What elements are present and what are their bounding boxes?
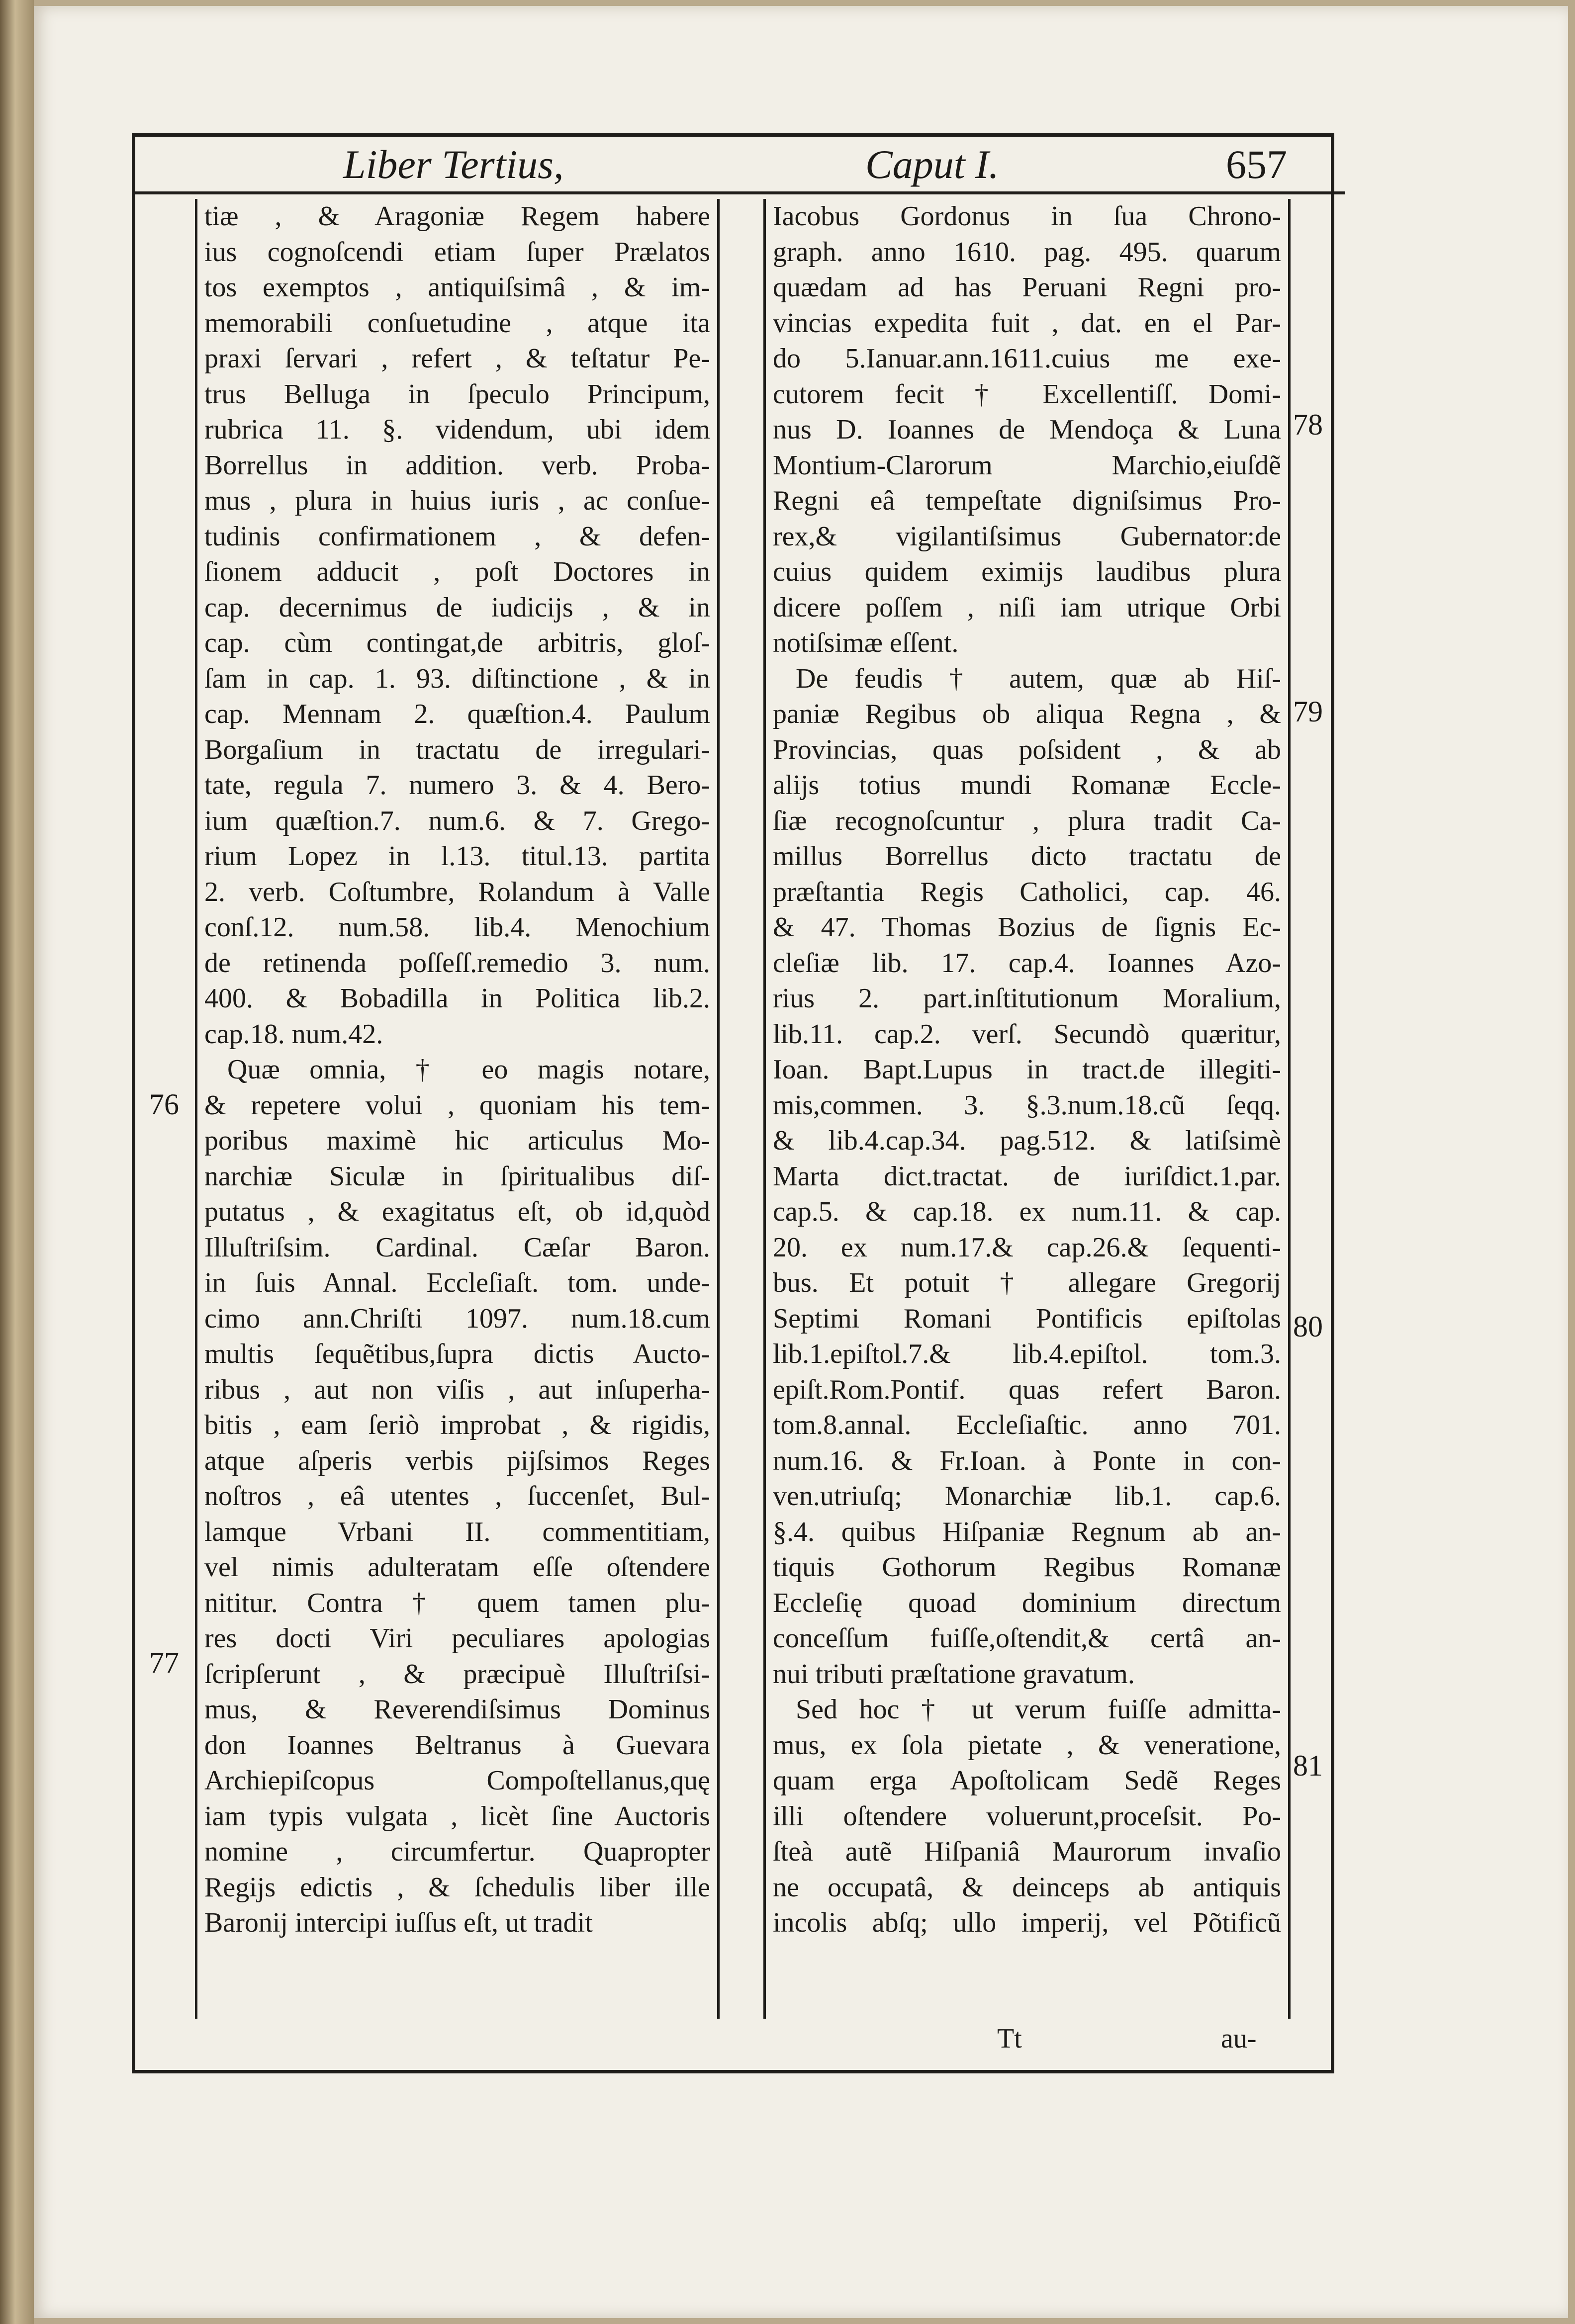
text-line: præſtantia Regis Catholici, cap. 46. [773, 876, 1281, 907]
text-line: Borgaſium in tractatu de irregulari- [204, 734, 710, 765]
text-line: Sed hoc † ut verum fuiſſe admitta- [796, 1694, 1281, 1725]
text-line: Eccleſię quoad dominium directum [773, 1587, 1281, 1618]
text-line: Borrellus in addition. verb. Proba- [204, 449, 710, 481]
text-line: narchiæ Siculæ in ſpiritualibus diſ- [204, 1161, 710, 1192]
text-line: bus. Et potuit † allegare Gregorij [773, 1267, 1281, 1298]
text-line: cimo ann.Chriſti 1097. num.18.cum [204, 1303, 710, 1334]
text-line: ſteà autẽ Hiſpaniâ Maurorum invaſio [773, 1836, 1281, 1867]
text-line: cuius quidem eximijs laudibus plura [773, 556, 1281, 587]
text-line: do 5.Ianuar.ann.1611.cuius me exe- [773, 343, 1281, 374]
text-line: tate, regula 7. numero 3. & 4. Bero- [204, 770, 710, 801]
catchword: au- [1221, 2023, 1257, 2054]
text-line: vincias expedita fuit , dat. en el Par- [773, 307, 1281, 339]
marginal-number-77: 77 [149, 1646, 179, 1679]
marginal-number-78: 78 [1293, 408, 1323, 441]
text-line: dicere poſſem , niſi iam utrique Orbi [773, 592, 1281, 623]
text-line: ſcripſerunt , & præcipuè Illuſtriſsi- [204, 1658, 710, 1690]
text-line: mus, & Reverendiſsimus Dominus [204, 1694, 710, 1725]
text-line: Regni eâ tempeſtate digniſsimus Pro- [773, 485, 1281, 516]
text-line: ribus , aut non viſis , aut inſuperha- [204, 1374, 710, 1405]
text-line: tos exemptos , antiquiſsimâ , & im- [204, 272, 710, 303]
page-number: 657 [1226, 142, 1287, 187]
left-column [195, 199, 720, 2019]
signature-mark: Tt [997, 2023, 1022, 2054]
text-line: ſam in cap. 1. 93. diſtinctione , & in [204, 663, 710, 694]
text-line: Iacobus Gordonus in ſua Chrono- [773, 201, 1281, 232]
marginal-number-79: 79 [1293, 695, 1323, 728]
text-line: De feudis † autem, quæ ab Hiſ- [796, 663, 1281, 694]
text-line: Illuſtriſsim. Cardinal. Cæſar Baron. [204, 1232, 710, 1263]
text-line: conceſſum fuiſſe,oſtendit,& certâ an- [773, 1623, 1281, 1654]
text-line: nus D. Ioannes de Mendoça & Luna [773, 414, 1281, 445]
text-line: rius 2. part.inſtitutionum Moralium, [773, 983, 1281, 1014]
text-line: nui tributi præſtatione gravatum. [773, 1658, 1135, 1690]
text-line: rium Lopez in l.13. titul.13. partita [204, 841, 710, 872]
text-line: & lib.4.cap.34. pag.512. & latiſsimè [773, 1125, 1281, 1156]
text-line: praxi ſervari , refert , & teſtatur Pe- [204, 343, 710, 374]
text-line: ium quæſtion.7. num.6. & 7. Grego- [204, 805, 710, 836]
text-line: mus , plura in huius iuris , ac conſue- [204, 485, 710, 516]
right-column [763, 199, 1291, 2019]
text-line: ſionem adducit , poſt Doctores in [204, 556, 710, 587]
text-line: incolis abſq; ullo imperij, vel Põtificũ [773, 1907, 1281, 1938]
text-line: vel nimis adulteratam eſſe oſtendere [204, 1552, 710, 1583]
text-line: cap.18. num.42. [204, 1018, 383, 1050]
running-head-center: Caput I. [865, 142, 999, 187]
text-line: cap. cùm contingat,de arbitris, gloſ- [204, 627, 710, 658]
text-line: poribus maximè hic articulus Mo- [204, 1125, 710, 1156]
text-line: lamque Vrbani II. commentitiam, [204, 1516, 710, 1547]
text-line: trus Belluga in ſpeculo Principum, [204, 378, 710, 410]
text-line: conſ.12. num.58. lib.4. Menochium [204, 912, 710, 943]
text-line: Marta dict.tractat. de iuriſdict.1.par. [773, 1161, 1281, 1192]
text-line: cap. Mennam 2. quæſtion.4. Paulum [204, 699, 710, 729]
text-line: quam erga Apoſtolicam Sedẽ Reges [773, 1765, 1281, 1796]
text-line: paniæ Regibus ob aliqua Regna , & [773, 699, 1281, 729]
marginal-number-81: 81 [1293, 1749, 1323, 1782]
text-line: ſiæ recognoſcuntur , plura tradit Ca- [773, 805, 1281, 836]
text-line: & 47. Thomas Bozius de ſignis Ec- [773, 912, 1281, 943]
text-line: bitis , eam ſeriò improbat , & rigidis, [204, 1410, 710, 1440]
text-line: tudinis confirmationem , & defen- [204, 521, 710, 552]
text-line: putatus , & exagitatus eſt, ob id,quòd [204, 1196, 710, 1227]
text-line: mis,commen. 3. §.3.num.18.cũ ſeqq. [773, 1089, 1281, 1121]
running-head-left: Liber Tertius, [343, 142, 564, 187]
text-line: Septimi Romani Pontificis epiſtolas [773, 1303, 1281, 1334]
marginal-number-80: 80 [1293, 1310, 1323, 1343]
text-line: tiquis Gothorum Regibus Romanæ [773, 1552, 1281, 1583]
text-line: num.16. & Fr.Ioan. à Ponte in con- [773, 1445, 1281, 1476]
text-line: cleſiæ lib. 17. cap.4. Ioannes Azo- [773, 947, 1281, 979]
text-line: Provincias, quas poſsident , & ab [773, 734, 1281, 765]
text-line: Archiepiſcopus Compoſtellanus,quę [204, 1765, 710, 1796]
text-line: ven.utriuſq; Monarchiæ lib.1. cap.6. [773, 1481, 1281, 1512]
text-line: rubrica 11. §. videndum, ubi idem [204, 414, 710, 445]
text-line: lib.11. cap.2. verſ. Secundò quæritur, [773, 1018, 1281, 1050]
text-line: Baronij intercipi iuſſus eſt, ut tradit [204, 1907, 593, 1938]
text-line: lib.1.epiſtol.7.& lib.4.epiſtol. tom.3. [773, 1339, 1281, 1369]
text-line: ne occupatâ, & deinceps ab antiquis [773, 1872, 1281, 1903]
text-line: iam typis vulgata , licèt ſine Auctoris [204, 1800, 710, 1832]
text-line: 20. ex num.17.& cap.26.& ſequenti- [773, 1232, 1281, 1263]
text-line: cap. decernimus de iudicijs , & in [204, 592, 710, 623]
text-line: ius cognoſcendi etiam ſuper Prælatos [204, 236, 710, 268]
text-line: notiſsimæ eſſent. [773, 627, 959, 658]
text-line: don Ioannes Beltranus à Guevara [204, 1729, 710, 1761]
text-line: res docti Viri peculiares apologias [204, 1623, 710, 1654]
text-line: illi oſtendere voluerunt,proceſsit. Po- [773, 1800, 1281, 1832]
text-line: nititur. Contra † quem tamen plu- [204, 1587, 710, 1618]
text-line: Regijs edictis , & ſchedulis liber ille [204, 1872, 710, 1903]
book-spine [0, 0, 34, 2324]
text-line: in ſuis Annal. Eccleſiaſt. tom. unde- [204, 1267, 710, 1298]
marginal-number-76: 76 [149, 1088, 179, 1121]
text-line: Montium-Clarorum Marchio,eiuſdẽ [773, 449, 1281, 481]
text-line: graph. anno 1610. pag. 495. quarum [773, 236, 1281, 268]
text-line: atque aſperis verbis pijſsimos Reges [204, 1445, 710, 1476]
text-line: mus, ex ſola pietate , & veneratione, [773, 1729, 1281, 1761]
text-line: §.4. quibus Hiſpaniæ Regnum ab an- [773, 1516, 1281, 1547]
text-line: 400. & Bobadilla in Politica lib.2. [204, 983, 710, 1014]
text-line: 2. verb. Coſtumbre, Rolandum à Valle [204, 876, 710, 907]
text-line: multis ſequẽtibus,ſupra dictis Aucto- [204, 1339, 710, 1369]
text-line: nomine , circumfertur. Quapropter [204, 1836, 710, 1867]
text-line: alijs totius mundi Romanæ Eccle- [773, 770, 1281, 801]
text-line: tom.8.annal. Eccleſiaſtic. anno 701. [773, 1410, 1281, 1440]
text-line: quædam ad has Peruani Regni pro- [773, 272, 1281, 303]
text-line: epiſt.Rom.Pontif. quas refert Baron. [773, 1374, 1281, 1405]
text-line: Ioan. Bapt.Lupus in tract.de illegiti- [773, 1054, 1281, 1085]
text-line: & repetere volui , quoniam his tem- [204, 1089, 710, 1121]
text-line: de retinenda poſſeſſ.remedio 3. num. [204, 947, 710, 979]
text-line: cap.5. & cap.18. ex num.11. & cap. [773, 1196, 1281, 1227]
text-line: cutorem fecit † Excellentiſſ. Domi- [773, 378, 1281, 410]
text-line: tiæ , & Aragoniæ Regem habere [204, 201, 710, 232]
text-line: millus Borrellus dicto tractatu de [773, 841, 1281, 872]
text-line: Quæ omnia, † eo magis notare, [227, 1054, 710, 1085]
text-line: memorabili conſuetudine , atque ita [204, 307, 710, 339]
text-line: rex,& vigilantiſsimus Gubernator:de [773, 521, 1281, 552]
text-line: noſtros , eâ utentes , ſuccenſet, Bul- [204, 1481, 710, 1512]
header-rule [132, 191, 1345, 194]
